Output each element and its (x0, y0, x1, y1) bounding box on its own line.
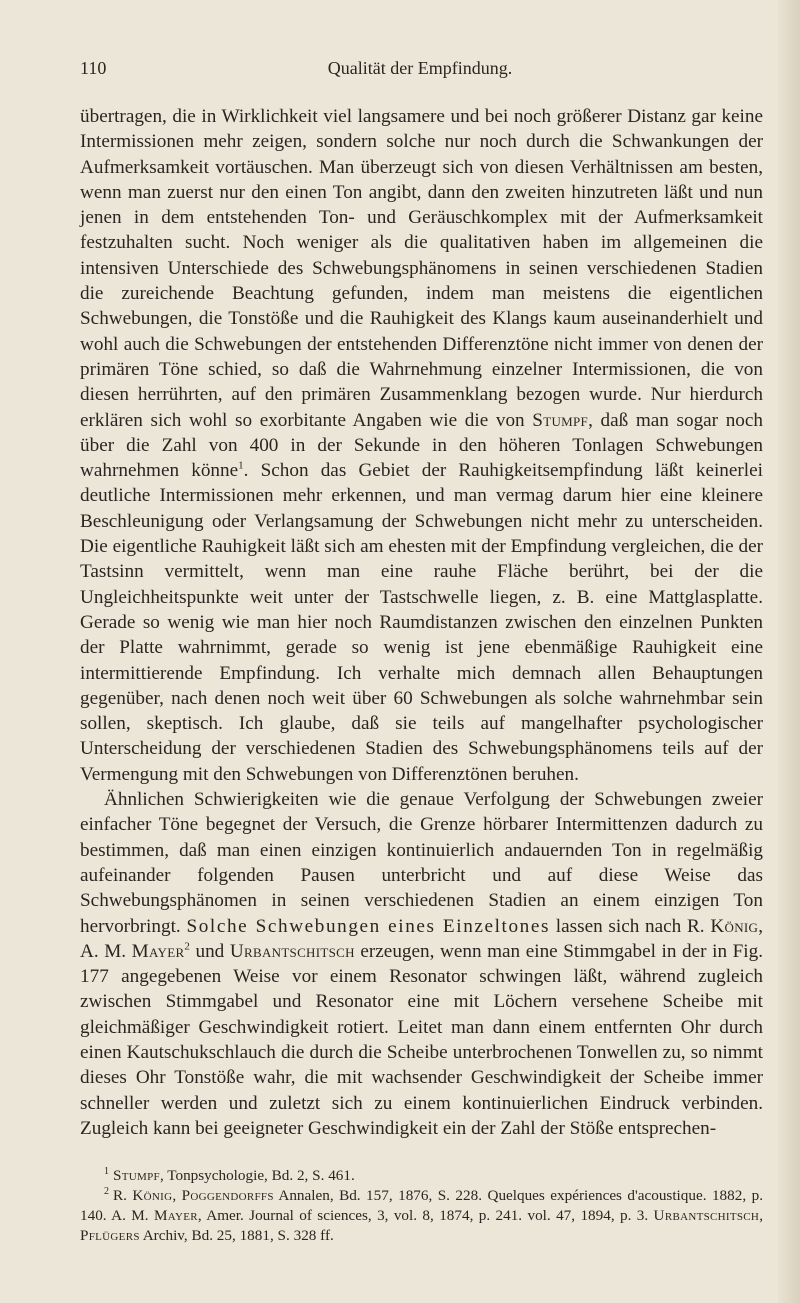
footnote-2-author-mayer: Mayer (153, 1207, 198, 1224)
footnotes (80, 1166, 763, 1246)
paragraph-1 (80, 104, 763, 787)
author-name-mayer: Mayer (131, 940, 185, 962)
paragraph-1-text-b: , daß man sogar noch über die Zahl von 400 in der Sekunde in den höheren Tonlagen Schwebungen wahrnehmen könne (80, 409, 763, 482)
paragraph-1-text-c: . Schon das Gebiet der Rauhigkeitsempfindung läßt keinerlei deutliche Intermissionen mehr erkennen, und man vermag darum hier eine kleinere Beschleunigung oder Verlangsamung der Schwebungen nicht mehr zu unterscheiden. Die eigentliche Rauhigkeit läßt sich am ehesten mit der Empfindung vergleichen, die der Tastsinn vermittelt, wenn man eine rauhe Fläche berührt, bei der die Ungleichheitspunkte weit unter der Tastschwelle liegen, z. B. eine Mattglasplatte. Gerade so wenig wie man hier noch Raumdistanzen zwischen den einzelnen Punkten der Platte wahrnimmt, gerade so wenig ist jene ebenmäßige Rauhigkeit eine intermittierende Empfindung. Ich verhalte mich demnach allen Behauptungen gegenüber, nach denen noch weit über 60 Schwebungen als solche wahrnehmbar sein sollen, skeptisch. Ich glaube, daß sie teils auf mangelhafter psychologischer Unterscheidung der verschiedenen Stadien des Schwebungsphänomens teils auf der Vermengung mit den Schwebungen von Differenztönen beruhen. (80, 460, 763, 785)
footnote-2-text-b: , (172, 1187, 182, 1204)
paragraph-2-text-c: , A. M. (80, 915, 763, 962)
footnote-ref-2[interactable]: 2 (184, 940, 190, 953)
footnote-2-text-d: , Amer. Journal of sciences, 3, vol. 8, 1874, p. 241. vol. 47, 1894, p. 3. (197, 1207, 654, 1224)
paragraph-2 (80, 787, 763, 1141)
footnote-2-text-a: R. (113, 1187, 133, 1204)
body-text (80, 104, 763, 1141)
footnote-2 (80, 1186, 763, 1246)
footnote-1-mark: 1 (104, 1165, 109, 1177)
footnote-1-author: Stumpf (113, 1167, 160, 1184)
page-header (80, 58, 760, 82)
paragraph-2-text-e: erzeugen, wenn man eine Stimmgabel in der in Fig. 177 angegebenen Weise vor einem Resonator schwingen läßt, während zugleich zwischen Stimmgabel und Resonator eine mit Löchern versehene Scheibe mit gleichmäßiger Geschwindigkeit rotiert. Leitet man dann einem entfernten Ohr durch einen Kautschukschlauch die durch die Scheibe unterbrochenen Tonwellen zu, so nimmt dieses Ohr Tonstöße wahr, die mit wachsender Geschwindigkeit der Scheibe immer schneller werden und zuletzt sich zu einem kontinuierlichen Eindruck verbinden. Zugleich kann bei geeigneter Geschwindigkeit ein der Zahl der Stöße entsprechen- (80, 940, 764, 1139)
page-number: 110 (80, 58, 107, 78)
running-title: Qualität der Empfindung. (327, 58, 513, 78)
paragraph-1-text-a: übertragen, die in Wirklichkeit viel langsamere und bei noch größerer Distanz gar keine Intermissionen mehr zeigen, sondern solche nur noch durch die Schwankungen der Aufmerksamkeit vortäuschen. Man überzeugt sich von diesen Verhältnissen am besten, wenn man zuerst nur den einen Ton angibt, dann den zweiten hinzutreten läßt und nun jenen in dem entstehenden Ton- und Geräuschkomplex mit der Aufmerksamkeit festzuhalten sucht. Noch weniger als die qualitativen haben im allgemeinen die intensiven Unterschiede des Schwebungsphänomens in seinen verschiedenen Stadien die zureichende Beachtung gefunden, indem man meistens die eigentlichen Schwebungen, die Tonstöße und die Rauhigkeit des Klangs kaum auseinanderhielt und wohl auch die Schwebungen der entstehenden Differenztöne nicht immer von denen der primären Töne schied, so daß die Wahrnehmung einzelner Intermissionen, die von diesen herrührten, auf den primären Zusammenklang bezogen wurde. Nur hierdurch erklären sich wohl so exorbitante Angaben wie die von (80, 106, 763, 431)
footnote-2-author-urbantschitsch: Urbantschitsch (653, 1207, 760, 1224)
footnote-2-mark: 2 (104, 1185, 109, 1197)
footnote-2-text-f: Archiv, Bd. 25, 1881, S. 328 ff. (139, 1227, 334, 1244)
author-name-stumpf: Stumpf (532, 409, 589, 431)
footnote-2-text-c: Annalen, Bd. 157, 1876, S. 228. Quelques expériences d'acoustique. 1882, p. 140. A. M. (80, 1187, 763, 1224)
author-name-urbantschitsch: Urbantschitsch (229, 940, 355, 962)
footnote-1-text: , Tonpsychologie, Bd. 2, S. 461. (159, 1167, 355, 1184)
footnote-2-text-e: , (759, 1207, 763, 1224)
paragraph-2-text-a: Ähnlichen Schwierigkeiten wie die genaue Verfolgung der Schwebungen zweier einfacher Töne begegnet der Versuch, die Grenze hörbarer Intermittenzen dadurch zu bestimmen, daß man einen einzigen kontinuierlich andauernden Ton in regelmäßig aufeinander folgenden Pausen unterbricht und auf diese Weise das Schwebungsphänomen in seinen verschiedenen Stadien an einem einzigen Ton hervorbringt. (80, 789, 763, 937)
paragraph-2-text-b: lassen sich nach R. (550, 915, 711, 937)
footnote-2-journal-pflueger: Pflügers (80, 1227, 140, 1244)
footnote-ref-1[interactable]: 1 (238, 459, 244, 472)
emphasized-phrase: Solche Schwebungen eines Einzeltones (186, 915, 551, 937)
footnote-1 (80, 1166, 763, 1186)
footnote-2-author-koenig: König (132, 1187, 173, 1204)
author-name-koenig: König (710, 915, 759, 937)
footnote-2-journal-poggendorff: Poggendorffs (181, 1187, 274, 1204)
paragraph-2-text-d: und (189, 940, 230, 962)
page-edge-shadow (778, 0, 800, 1303)
